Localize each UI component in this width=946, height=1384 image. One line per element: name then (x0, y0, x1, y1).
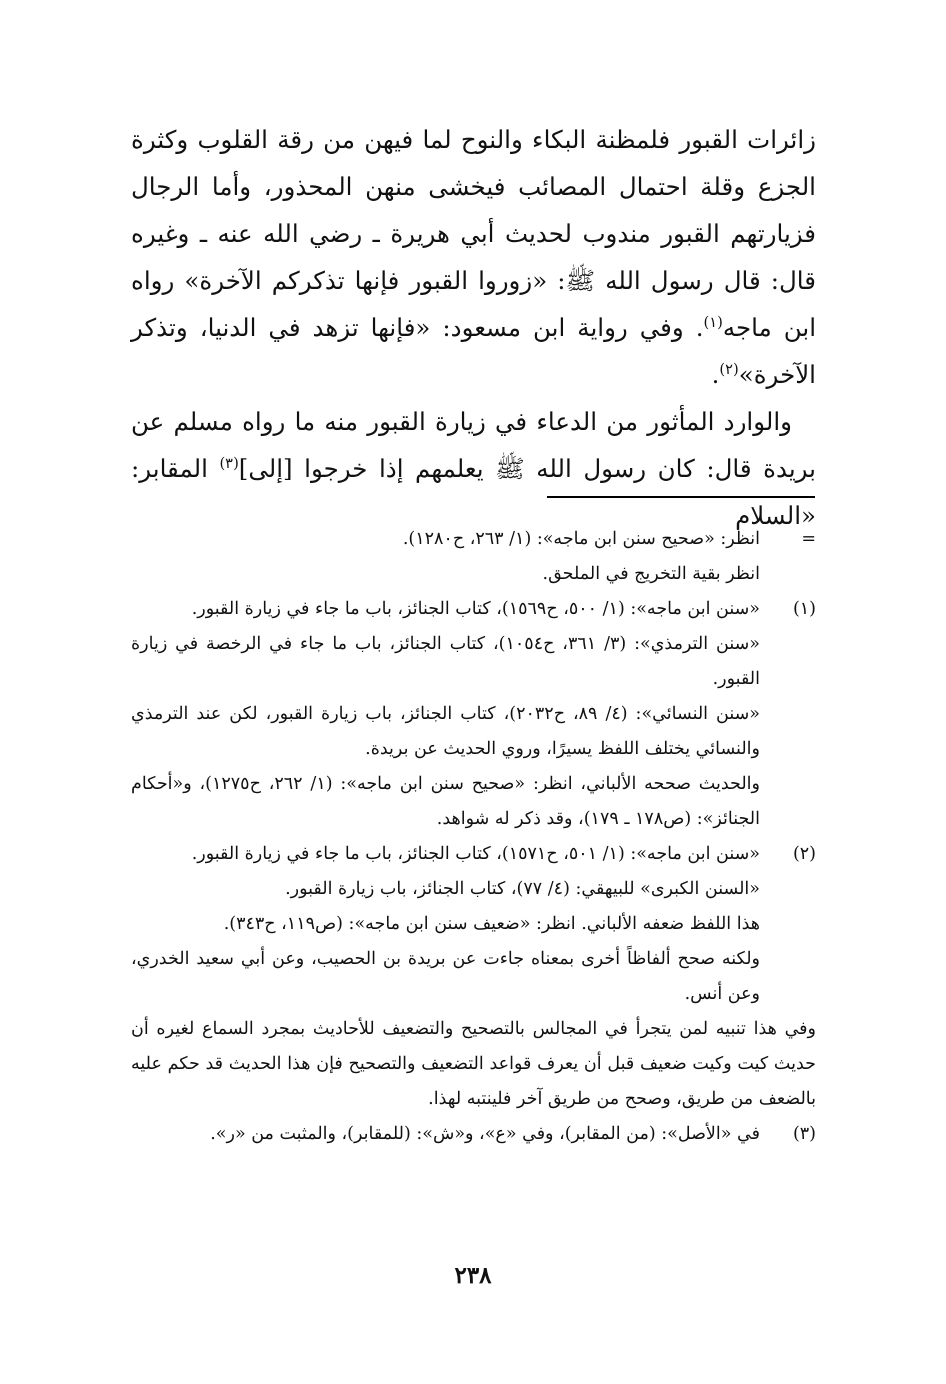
footnote-2 (131, 837, 816, 1117)
footnote-line: «سنن الترمذي»: (٣/ ٣٦١، ح١٠٥٤)، كتاب الجنائز، باب ما جاء في الرخصة في زيارة القبور. (131, 634, 760, 689)
main-paragraph-1: زائرات القبور فلمظنة البكاء والنوح لما فيهن من رقة القلوب وكثرة الجزع وقلة احتمال المصائب فيخشى منهن المحذور، وأما الرجال فزيارتهم القبور مندوب لحديث أبي هريرة ـ رضي الله عنه ـ وغيره قال: قال رسول الله ﷺ: «زوروا القبور فإنها تذكركم الآخرة» رواه ابن ماجه$^{(١)}$. وفي رواية ابن مسعود: «فإنها تزهد في الدنيا، وتذكر الآخرة»$^{(٢)}$. (131, 125, 817, 389)
footnote-ref-3[interactable]: (٣) (219, 454, 239, 472)
footnote-3 (131, 1117, 816, 1152)
footnote-line: «السنن الكبرى» للبيهقي: (٤/ ٧٧)، كتاب الجنائز، باب زيارة القبور. (285, 879, 760, 899)
footnote-line: انظر: «صحيح سنن ابن ماجه»: (١/ ٢٦٣، ح١٢٨٠). (402, 529, 760, 549)
footnote-note: وفي هذا تنبيه لمن يتجرأ في المجالس بالتصحيح والتضعيف للأحاديث بمجرد السماع لغيره أن حديث كيت وكيت ضعيف قبل أن يعرف قواعد التضعيف والتصحيح فإن هذا الحديث قد حكم عليه بالضعف من طريق، وصحح من طريق آخر فلينتبه لهذا. (131, 1019, 816, 1109)
footnote-line: «سنن النسائي»: (٤/ ٨٩، ح٢٠٣٢)، كتاب الجنائز، باب زيارة القبور، لكن عند الترمذي والنسائي يختلف اللفظ يسيرًا، وروي الحديث عن بريدة. (131, 704, 760, 759)
footnote-continued (131, 522, 816, 592)
footnote-line: ولكنه صحح ألفاظاً أخرى بمعناه جاءت عن بريدة بن الحصيب، وعن أبي سعيد الخدري، وعن أنس. (131, 949, 760, 1004)
footnote-separator (547, 496, 815, 498)
footnote-line: والحديث صححه الألباني، انظر: «صحيح سنن ابن ماجه»: (١/ ٢٦٢، ح١٢٧٥)، و«أحكام الجنائز»: (ص١٧٨ ـ ١٧٩)، وقد ذكر له شواهد. (131, 774, 760, 829)
footnote-mark: (١) (792, 599, 816, 619)
footnote-line: في «الأصل»: (من المقابر)، وفي «ع»، و«ش»: (للمقابر)، والمثبت من «ر». (210, 1124, 760, 1144)
footnote-mark: = (801, 529, 816, 549)
footnote-line: «سنن ابن ماجه»: (١/ ٥٠١، ح١٥٧١)، كتاب الجنائز، باب ما جاء في زيارة القبور. (191, 844, 760, 864)
main-paragraph-2: والوارد المأثور من الدعاء في زيارة القبور منه ما رواه مسلم عن بريدة قال: كان رسول الله ﷺ يعلمهم إذا خرجوا [إلى]$^{(٣)}$ المقابر: «السلام (131, 407, 816, 530)
footnote-line: انظر بقية التخريج في الملحق. (542, 564, 760, 584)
page-number: ٢٣٨ (454, 1262, 492, 1289)
footnote-mark: (٢) (792, 844, 816, 864)
footnote-mark: (٣) (792, 1124, 816, 1144)
footnotes (131, 522, 816, 1152)
footnote-line: هذا اللفظ ضعفه الألباني. انظر: «ضعيف سنن ابن ماجه»: (ص١١٩، ح٣٤٣). (223, 914, 760, 934)
footnote-ref-1[interactable]: (١) (703, 313, 723, 331)
footnote-ref-2[interactable]: (٢) (719, 360, 739, 378)
main-text (131, 116, 816, 539)
footnote-line: «سنن ابن ماجه»: (١/ ٥٠٠، ح١٥٦٩)، كتاب الجنائز، باب ما جاء في زيارة القبور. (191, 599, 760, 619)
footnote-1 (131, 592, 816, 837)
